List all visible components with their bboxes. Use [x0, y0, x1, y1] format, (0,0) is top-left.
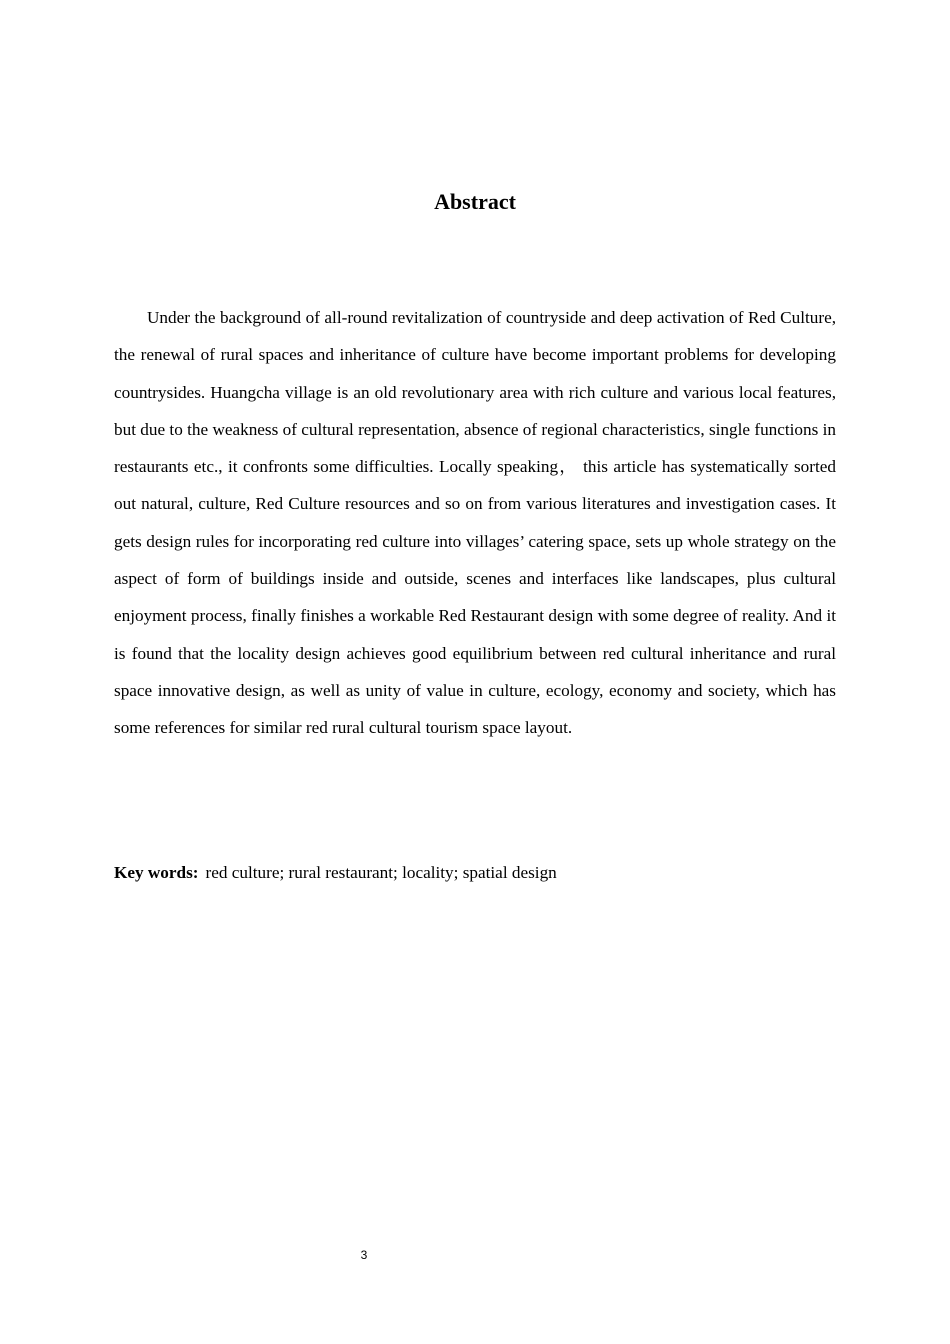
keywords-line — [114, 857, 836, 889]
abstract-title: Abstract — [434, 189, 516, 214]
abstract-body: Under the background of all-round revitalization of countryside and deep activation of Red Culture, the renewal of rural spaces and inheritance of culture have become important problems for developing countrysides. Huangcha village is an old revolutionary area with rich culture and various local features, but due to the weakness of cultural representation, absence of regional characteristics, single functions in restaurants etc., it confronts some difficulties. Locally speaking， this article has systematically sorted out natural, culture, Red Culture resources and so on from various literatures and investigation cases. It gets design rules for incorporating red culture into villages’ catering space, sets up whole strategy on the aspect of form of buildings inside and outside, scenes and interfaces like landscapes, plus cultural enjoyment process, finally finishes a workable Red Restaurant design with some degree of reality. And it is found that the locality design achieves good equilibrium between red cultural inheritance and rural space innovative design, as well as unity of value in culture, ecology, economy and society, which has some references for similar red rural cultural tourism space layout. — [114, 308, 836, 738]
keywords-text: red culture; rural restaurant; locality; spatial design — [205, 863, 557, 882]
keywords-label: Key words: — [114, 863, 199, 882]
page-number: 3 — [360, 1248, 368, 1262]
